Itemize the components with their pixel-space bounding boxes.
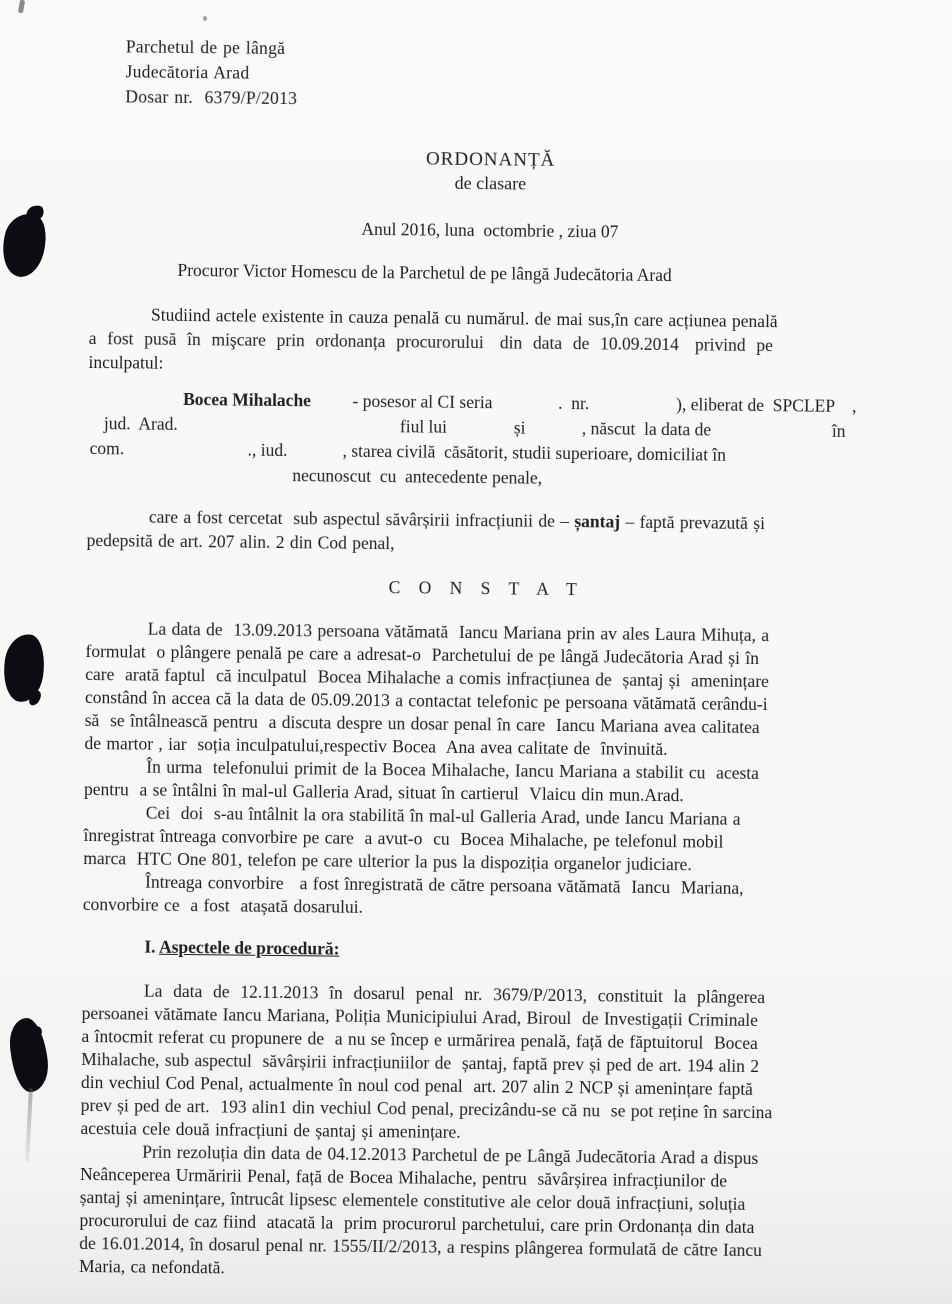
section-number: I. <box>144 936 160 957</box>
document-content <box>79 30 892 1286</box>
text-segment: - posesor al CI seria <box>348 390 493 413</box>
text-segment: , <box>851 395 857 417</box>
text-line: La data de 13.09.2013 persoana vătămată Iancu Mariana prin av ales Laura Mihuța, a <box>147 618 770 646</box>
text-line: înregistrat întreaga convorbire pe care a avut-o cu Bocea Mihalache, pe telefonul mobil <box>83 824 724 852</box>
paragraph-defendant-identity <box>87 388 888 496</box>
section-heading-procedure <box>144 937 882 966</box>
text-line: acestuia cele două infracțiuni de șantaj și amenințare. <box>80 1117 461 1142</box>
text-line: Prin rezoluția din data de 04.12.2013 Parchetul de pe Lângă Judecătoria Arad a dispus <box>142 1141 759 1169</box>
text-line: a întocmit referat cu propunere de a nu se încep e urmărirea penală, față de făptuitorul Bocea <box>81 1025 758 1054</box>
text-line: să se întâlnească pentru a discuta despre un dosar penal în care Iancu Mariana avea calitatea <box>84 709 760 738</box>
text-segment: – faptă prevazută și <box>619 511 766 534</box>
text-segment: fiul lui <box>399 416 448 437</box>
text-line: care arată faptul că inculpatul Bocea Mihalache a comis infracțiunea de șantaj și amenințare <box>85 663 769 692</box>
text-line: procurorului de caz fiind atacată la prim procurorul parchetului, care prin Ordonanța din data <box>79 1209 755 1238</box>
paragraph-charge <box>87 504 887 560</box>
text-line: inculpatul: <box>88 351 164 373</box>
text-segment: jud. Arad. <box>103 413 178 434</box>
text-line: constând în accea că la data de 05.09.2013 a contactat telefonic pe persoana vătămată cerându-i <box>84 686 768 715</box>
text-line: șantaj și amenințare, întrucât lipsesc elementele constitutive ale celor două infracțiuni, soluția <box>79 1186 746 1214</box>
text-segment: care a fost cercetat sub aspectul săvârșirii infracțiunii de – <box>148 506 575 532</box>
letterhead-authority-line: Parchetul de pe lângă <box>125 36 286 59</box>
text-segment: com. <box>89 437 125 459</box>
prosecutor-line: Procuror Victor Homescu de la Parchetul de pe lângă Judecătoria Arad <box>177 259 672 286</box>
text-line: de 16.01.2014, în dosarul penal nr. 1555/II/2/2013, a respins plângerea formulată de către Iancu <box>79 1232 763 1261</box>
paragraph-recording-attached <box>83 870 883 924</box>
defendant-name: Bocea Mihalache <box>183 388 312 411</box>
text-segment: în <box>831 420 846 441</box>
scan-hole-artifact-top <box>0 209 52 281</box>
paragraph-resolution <box>79 1140 880 1286</box>
text-line: Maria, ca nefondată. <box>78 1255 225 1278</box>
text-segment: , născut la data de <box>581 418 712 440</box>
date-line: Anul 2016, luna octombrie , ziua 07 <box>361 218 619 242</box>
paragraph-meeting <box>84 755 884 809</box>
text-line: Studiind actele existente in cauza penală cu numărul. de mai sus,în care acțiunea penală <box>150 304 778 332</box>
text-line: pedepsită de art. 207 alin. 2 din Cod penal, <box>86 529 395 554</box>
text-line: marca HTC One 801, telefon pe care ulterior la pus la dispoziția organelor judiciare. <box>83 847 692 875</box>
scan-smear-artifact <box>25 1088 33 1162</box>
text-segment: , starea civilă căsătorit, studii superioare, domiciliat în <box>342 440 727 465</box>
paragraph-procedure-history <box>80 979 882 1148</box>
text-line: a fost pusă în mişcare prin ordonanța procurorului din data de 10.09.2014 privind pe <box>88 327 773 356</box>
constat-heading: C O N S T A T <box>388 577 584 600</box>
letterhead-court-line: Judecătoria Arad <box>125 61 250 83</box>
paragraph-galleria-recording <box>83 801 884 878</box>
document-subtitle: de clasare <box>454 172 527 194</box>
section-title-underlined: Aspectele de procedură: <box>158 936 340 959</box>
scan-hole-artifact-bottom <box>7 1016 51 1093</box>
text-line: Întreaga convorbire a fost înregistrată de către persoana vătămată Iancu Mariana, <box>144 871 744 898</box>
letterhead <box>125 34 892 117</box>
text-segment: necunoscut cu antecedente penale, <box>292 465 543 488</box>
text-line: persoanei vătămate Iancu Mariana, Poliția Municipiului Arad, Biroul de Investigații Criminale <box>81 1002 759 1031</box>
charge-offense-bold: șantaj <box>574 511 621 532</box>
text-line: formulat o plângere penală pe care a adresat-o Parchetului de pe lângă Judecătoria Arad și în <box>85 640 760 669</box>
scan-speck-dot <box>203 16 207 21</box>
text-line: În urma telefonului primit de la Bocea Mihalache, Iancu Mariana a stabilit cu acesta <box>146 756 760 784</box>
document-title: ORDONANȚĂ <box>425 148 556 171</box>
text-segment: și <box>513 417 526 438</box>
paragraph-intro <box>88 302 889 382</box>
text-segment: . nr. <box>558 392 590 414</box>
letterhead-case-number: Dosar nr. 6379/P/2013 <box>125 86 298 109</box>
text-segment: ., iud. <box>247 439 288 461</box>
text-line: de martor , iar soția inculpatului,respectiv Bocea Ana avea calitate de învinuită. <box>84 732 668 760</box>
text-line: convorbire ce a fost atașată dosarului. <box>82 893 364 917</box>
text-line: Mihalache, sub aspectul săvârșirii infracțiuniilor de șantaj, faptă prev și ped de art. 194 alin 2 <box>81 1048 760 1077</box>
paragraph-facts <box>84 617 885 763</box>
text-segment: ), eliberat de SPCLEP <box>676 394 836 416</box>
text-line: prev și ped de art. 193 alin1 din vechiul Cod penal, precizându-se că nu se pot reține în sarcina <box>80 1094 773 1123</box>
text-line: din vechiul Cod Penal, actualmente în noul cod penal art. 207 alin 2 NCP și amenințare faptă <box>80 1071 754 1099</box>
text-line: Neânceperea Urmăririi Penal, față de Bocea Mihalache, pentru săvârșirea infracțiunilor de <box>79 1163 728 1191</box>
text-line: Cei doi s-au întâlnit la ora stabilită în mal-ul Galleria Arad, unde Iancu Mariana a <box>145 802 741 829</box>
scan-speck-mark <box>18 0 25 13</box>
text-line: La data de 12.11.2013 în dosarul penal nr. 3679/P/2013, constituit la plângerea <box>143 980 766 1008</box>
text-line: pentru a se întâlni în mal-ul Galleria Arad, situat în cartierul Vlaicu din mun.Arad. <box>83 778 684 806</box>
